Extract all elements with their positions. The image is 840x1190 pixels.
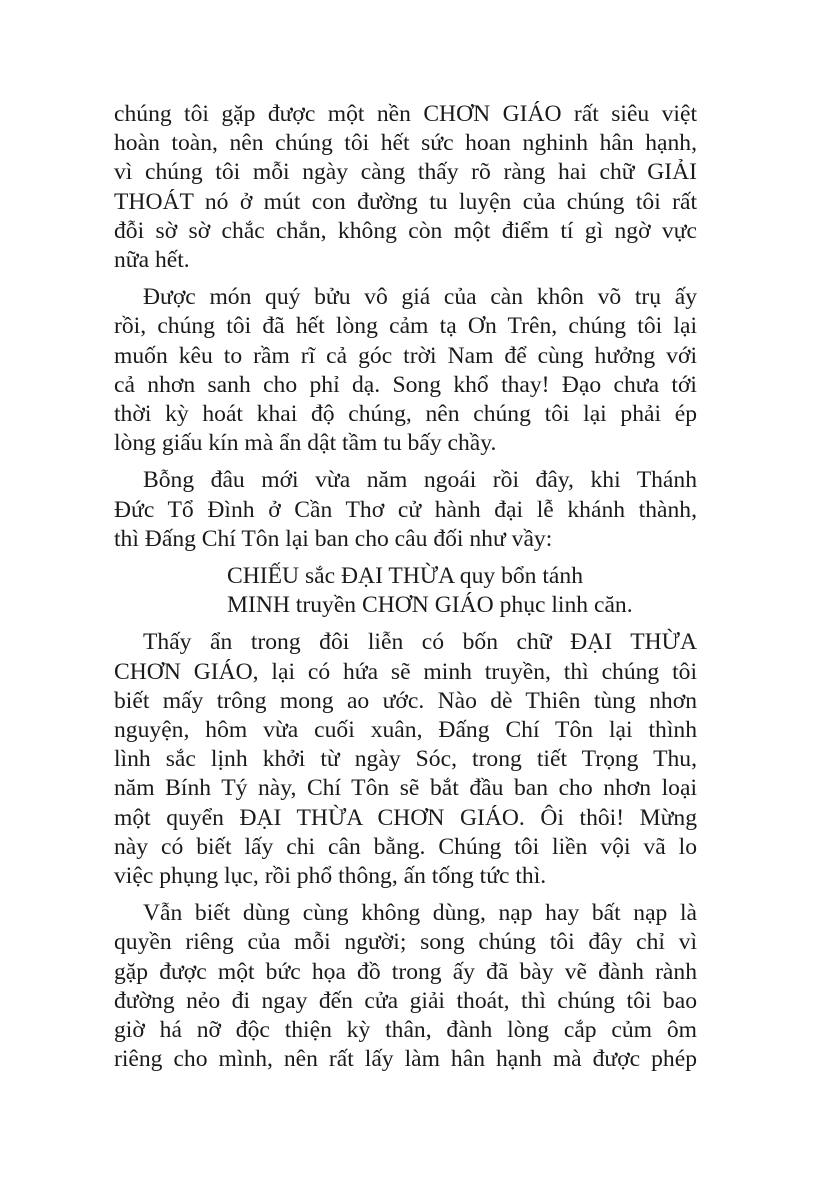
text-line: rồi, chúng tôi đã hết lòng cảm tạ Ơn Trên, chúng tôi lại	[114, 313, 697, 340]
text-line: gặp được một bức họa đồ trong ấy đã bày vẽ đành rành	[114, 958, 697, 985]
text-line: riêng cho mình, nên rất lấy làm hân hạnh mà được phép	[114, 1046, 697, 1073]
verse-line: MINH truyền CHƠN GIÁO phục linh căn.	[227, 592, 633, 619]
paragraph-3	[114, 466, 697, 554]
text-line: chúng tôi gặp được một nền CHƠN GIÁO rất siêu việt	[114, 101, 697, 127]
text-line: nguyện, hôm vừa cuối xuân, Đấng Chí Tôn lại thình	[114, 717, 697, 744]
text-line: này có biết lấy chi cân bằng. Chúng tôi liền vội vã lo	[114, 833, 697, 860]
text-line: Được món quý bửu vô giá của càn khôn võ trụ ấy	[143, 284, 697, 311]
text-line: lòng giấu kín mà ẩn dật tầm tu bấy chầy.	[114, 430, 497, 457]
text-line: đỗi sờ sờ chắc chắn, không còn một điểm tí gì ngờ vực	[114, 217, 697, 244]
text-line: nữa hết.	[114, 247, 190, 274]
text-line: THOÁT nó ở mút con đường tu luyện của chúng tôi rất	[114, 188, 697, 215]
text-line: đường nẻo đi ngay đến cửa giải thoát, thì chúng tôi bao	[114, 987, 697, 1014]
text-line: việc phụng lục, rồi phổ thông, ấn tống tức thì.	[114, 863, 547, 890]
paragraph-1	[114, 100, 697, 275]
text-line: cả nhơn sanh cho phỉ dạ. Song khổ thay! Đạo chưa tới	[114, 371, 697, 398]
document-page	[114, 100, 697, 1083]
text-line: Đức Tổ Đình ở Cần Thơ cử hành đại lễ khánh thành,	[114, 496, 697, 523]
text-line: hoàn toàn, nên chúng tôi hết sức hoan nghinh hân hạnh,	[114, 130, 697, 157]
text-line: một quyển ĐẠI THỪA CHƠN GIÁO. Ôi thôi! Mừng	[114, 804, 697, 831]
paragraph-5	[114, 899, 697, 1074]
text-line: biết mấy trông mong ao ước. Nào dè Thiên tùng nhơn	[114, 687, 697, 714]
text-line: thì Đấng Chí Tôn lại ban cho câu đối như vầy:	[114, 525, 553, 552]
text-line: lình sắc lịnh khởi từ ngày Sóc, trong tiết Trọng Thu,	[114, 746, 697, 773]
text-line: muốn kêu to rầm rĩ cả góc trời Nam để cùng hưởng với	[114, 342, 697, 369]
couplet-verse	[114, 562, 697, 620]
verse-line: CHIẾU sắc ĐẠI THỪA quy bổn tánh	[227, 563, 584, 590]
text-line: thời kỳ hoát khai độ chúng, nên chúng tôi lại phải ép	[114, 401, 697, 428]
text-line: vì chúng tôi mỗi ngày càng thấy rõ ràng hai chữ GIẢI	[114, 159, 697, 186]
text-line: Vẫn biết dùng cùng không dùng, nạp hay bất nạp là	[143, 900, 697, 927]
text-line: giờ há nỡ độc thiện kỳ thân, đành lòng cắp củm ôm	[114, 1017, 697, 1044]
paragraph-4	[114, 628, 697, 891]
text-line: năm Bính Tý này, Chí Tôn sẽ bắt đầu ban cho nhơn loại	[114, 775, 697, 802]
paragraph-2	[114, 283, 697, 458]
text-line: Thấy ẩn trong đôi liễn có bốn chữ ĐẠI THỪA	[143, 629, 697, 656]
text-line: CHƠN GIÁO, lại có hứa sẽ minh truyền, thì chúng tôi	[114, 658, 697, 685]
text-line: Bỗng đâu mới vừa năm ngoái rồi đây, khi Thánh	[143, 467, 697, 494]
text-line: quyền riêng của mỗi người; song chúng tôi đây chỉ vì	[114, 929, 697, 956]
